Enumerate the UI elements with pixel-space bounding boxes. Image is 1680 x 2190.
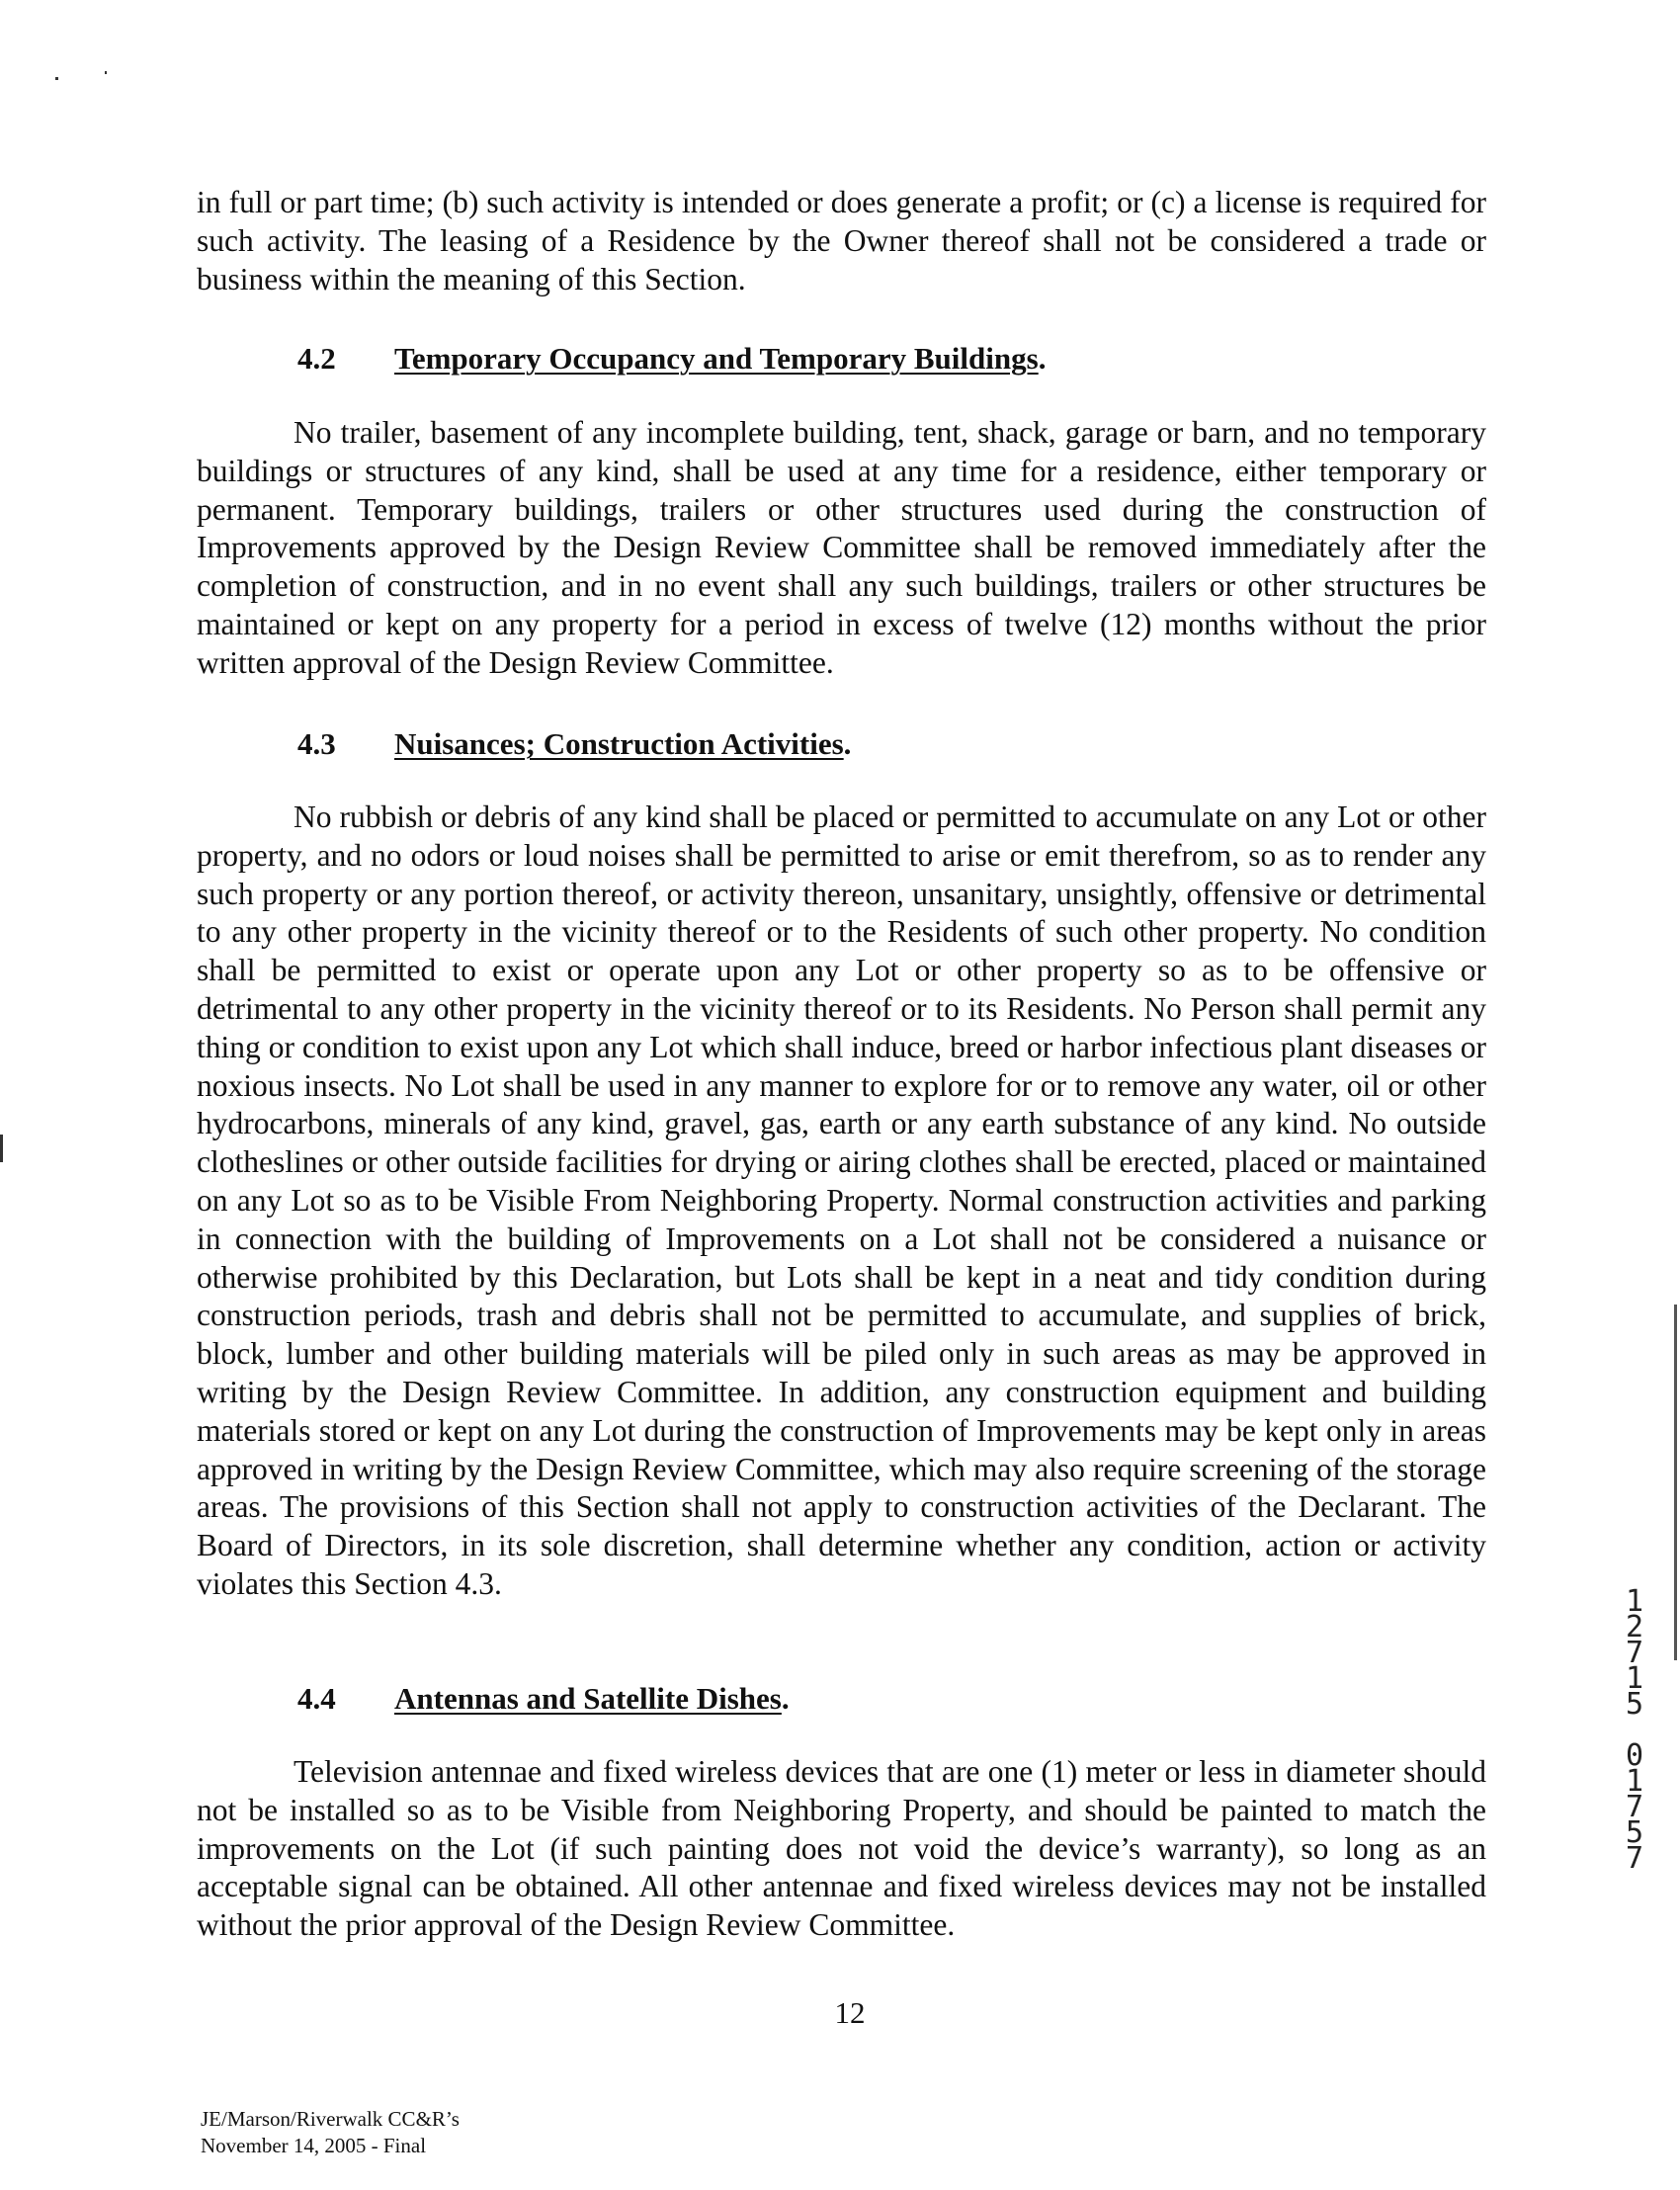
page-number: 12 (834, 1995, 866, 2030)
section-number: 4.3 (297, 726, 336, 761)
section-body-4-4: Television antennae and fixed wireless devices that are one (1) meter or less in diameter should not be installed so as to be Visible from Neighboring Property, and should be painted to match the improvements on the Lot (if such painting does not void the device’s warranty), so long as an acceptable signal can be obtained. All other antennae and fixed wireless devices may not be installed without the prior approval of the Design Review Committee. (197, 1754, 1486, 1943)
section-body-4-2: No trailer, basement of any incomplete building, tent, shack, garage or barn, and no temporary buildings or structures of any kind, shall be used at any time for a residence, either temporary or permanent. Temporary buildings, trailers or other structures used during the construction of Improvements approved by the Design Review Committee shall be removed immediately after the completion of construction, and in no event shall any such buildings, trailers or other structures be maintained or kept on any property for a period in excess of twelve (12) months without the prior written approval of the Design Review Committee. (197, 415, 1486, 680)
scan-edge-mark (0, 1135, 3, 1162)
section-heading-4-2 (297, 340, 1046, 378)
section-title-period: . (781, 1681, 790, 1716)
scan-speck (55, 77, 58, 80)
scan-speck (105, 71, 107, 74)
section-title: Nuisances; Construction Activities (394, 726, 844, 761)
section-number: 4.4 (297, 1681, 336, 1716)
intro-paragraph: in full or part time; (b) such activity is intended or does generate a profit; or (c) a license is required for such activity. The leasing of a Residence by the Owner thereof shall not be considered a trade or business within the meaning of this Section. (197, 185, 1486, 296)
section-heading-4-3 (297, 725, 851, 763)
section-title-period: . (843, 726, 852, 761)
section-number: 4.2 (297, 341, 336, 376)
section-body-4-3: No rubbish or debris of any kind shall be placed or permitted to accumulate on any Lot or other property, and no odors or loud noises shall be permitted to arise or emit therefrom, so as to render any such property or any portion thereof, or activity thereon, unsanitary, unsightly, offensive or detrimental to any other property in the vicinity thereof or to the Residents of such other property. No condition shall be permitted to exist or operate upon any Lot or other property so as to be offensive or detrimental to any other property in the vicinity thereof or to its Residents. No Person shall permit any thing or condition to exist upon any Lot which shall induce, breed or harbor infectious plant diseases or noxious insects. No Lot shall be used in any manner to explore for or to remove any water, oil or other hydrocarbons, minerals of any kind, gravel, gas, earth or any earth substance of any kind. No outside clotheslines or other outside facilities for drying or airing clothes shall be erected, placed or maintained on any Lot so as to be Visible From Neighboring Property. Normal construction activities and parking in connection with the building of Improvements on a Lot shall not be considered a nuisance or otherwise prohibited by this Declaration, but Lots shall be kept in a neat and tidy condition during construction periods, trash and debris shall not be permitted to accumulate, and supplies of brick, block, lumber and other building materials will be piled only in such areas as may be approved in writing by the Design Review Committee. In addition, any construction equipment and building materials stored or kept on any Lot during the construction of Improvements may be kept only in areas approved in writing by the Design Review Committee, which may also require screening of the storage areas. The provisions of this Section shall not apply to construction activities of the Declarant. The Board of Directors, in its sole discretion, shall determine whether any condition, action or activity violates this Section 4.3. (197, 800, 1486, 1601)
footer-line-1: JE/Marson/Riverwalk CC&R’s (201, 2107, 460, 2131)
section-title: Temporary Occupancy and Temporary Buildings (394, 341, 1039, 376)
section-title-period: . (1038, 341, 1047, 376)
footer-line-2: November 14, 2005 - Final (201, 2134, 427, 2157)
scan-edge-mark (1674, 1305, 1677, 1660)
section-title: Antennas and Satellite Dishes (394, 1681, 782, 1716)
bates-number: 1 2 7 1 5 0 1 7 5 7 (1625, 1584, 1644, 1876)
section-heading-4-4 (297, 1680, 790, 1718)
